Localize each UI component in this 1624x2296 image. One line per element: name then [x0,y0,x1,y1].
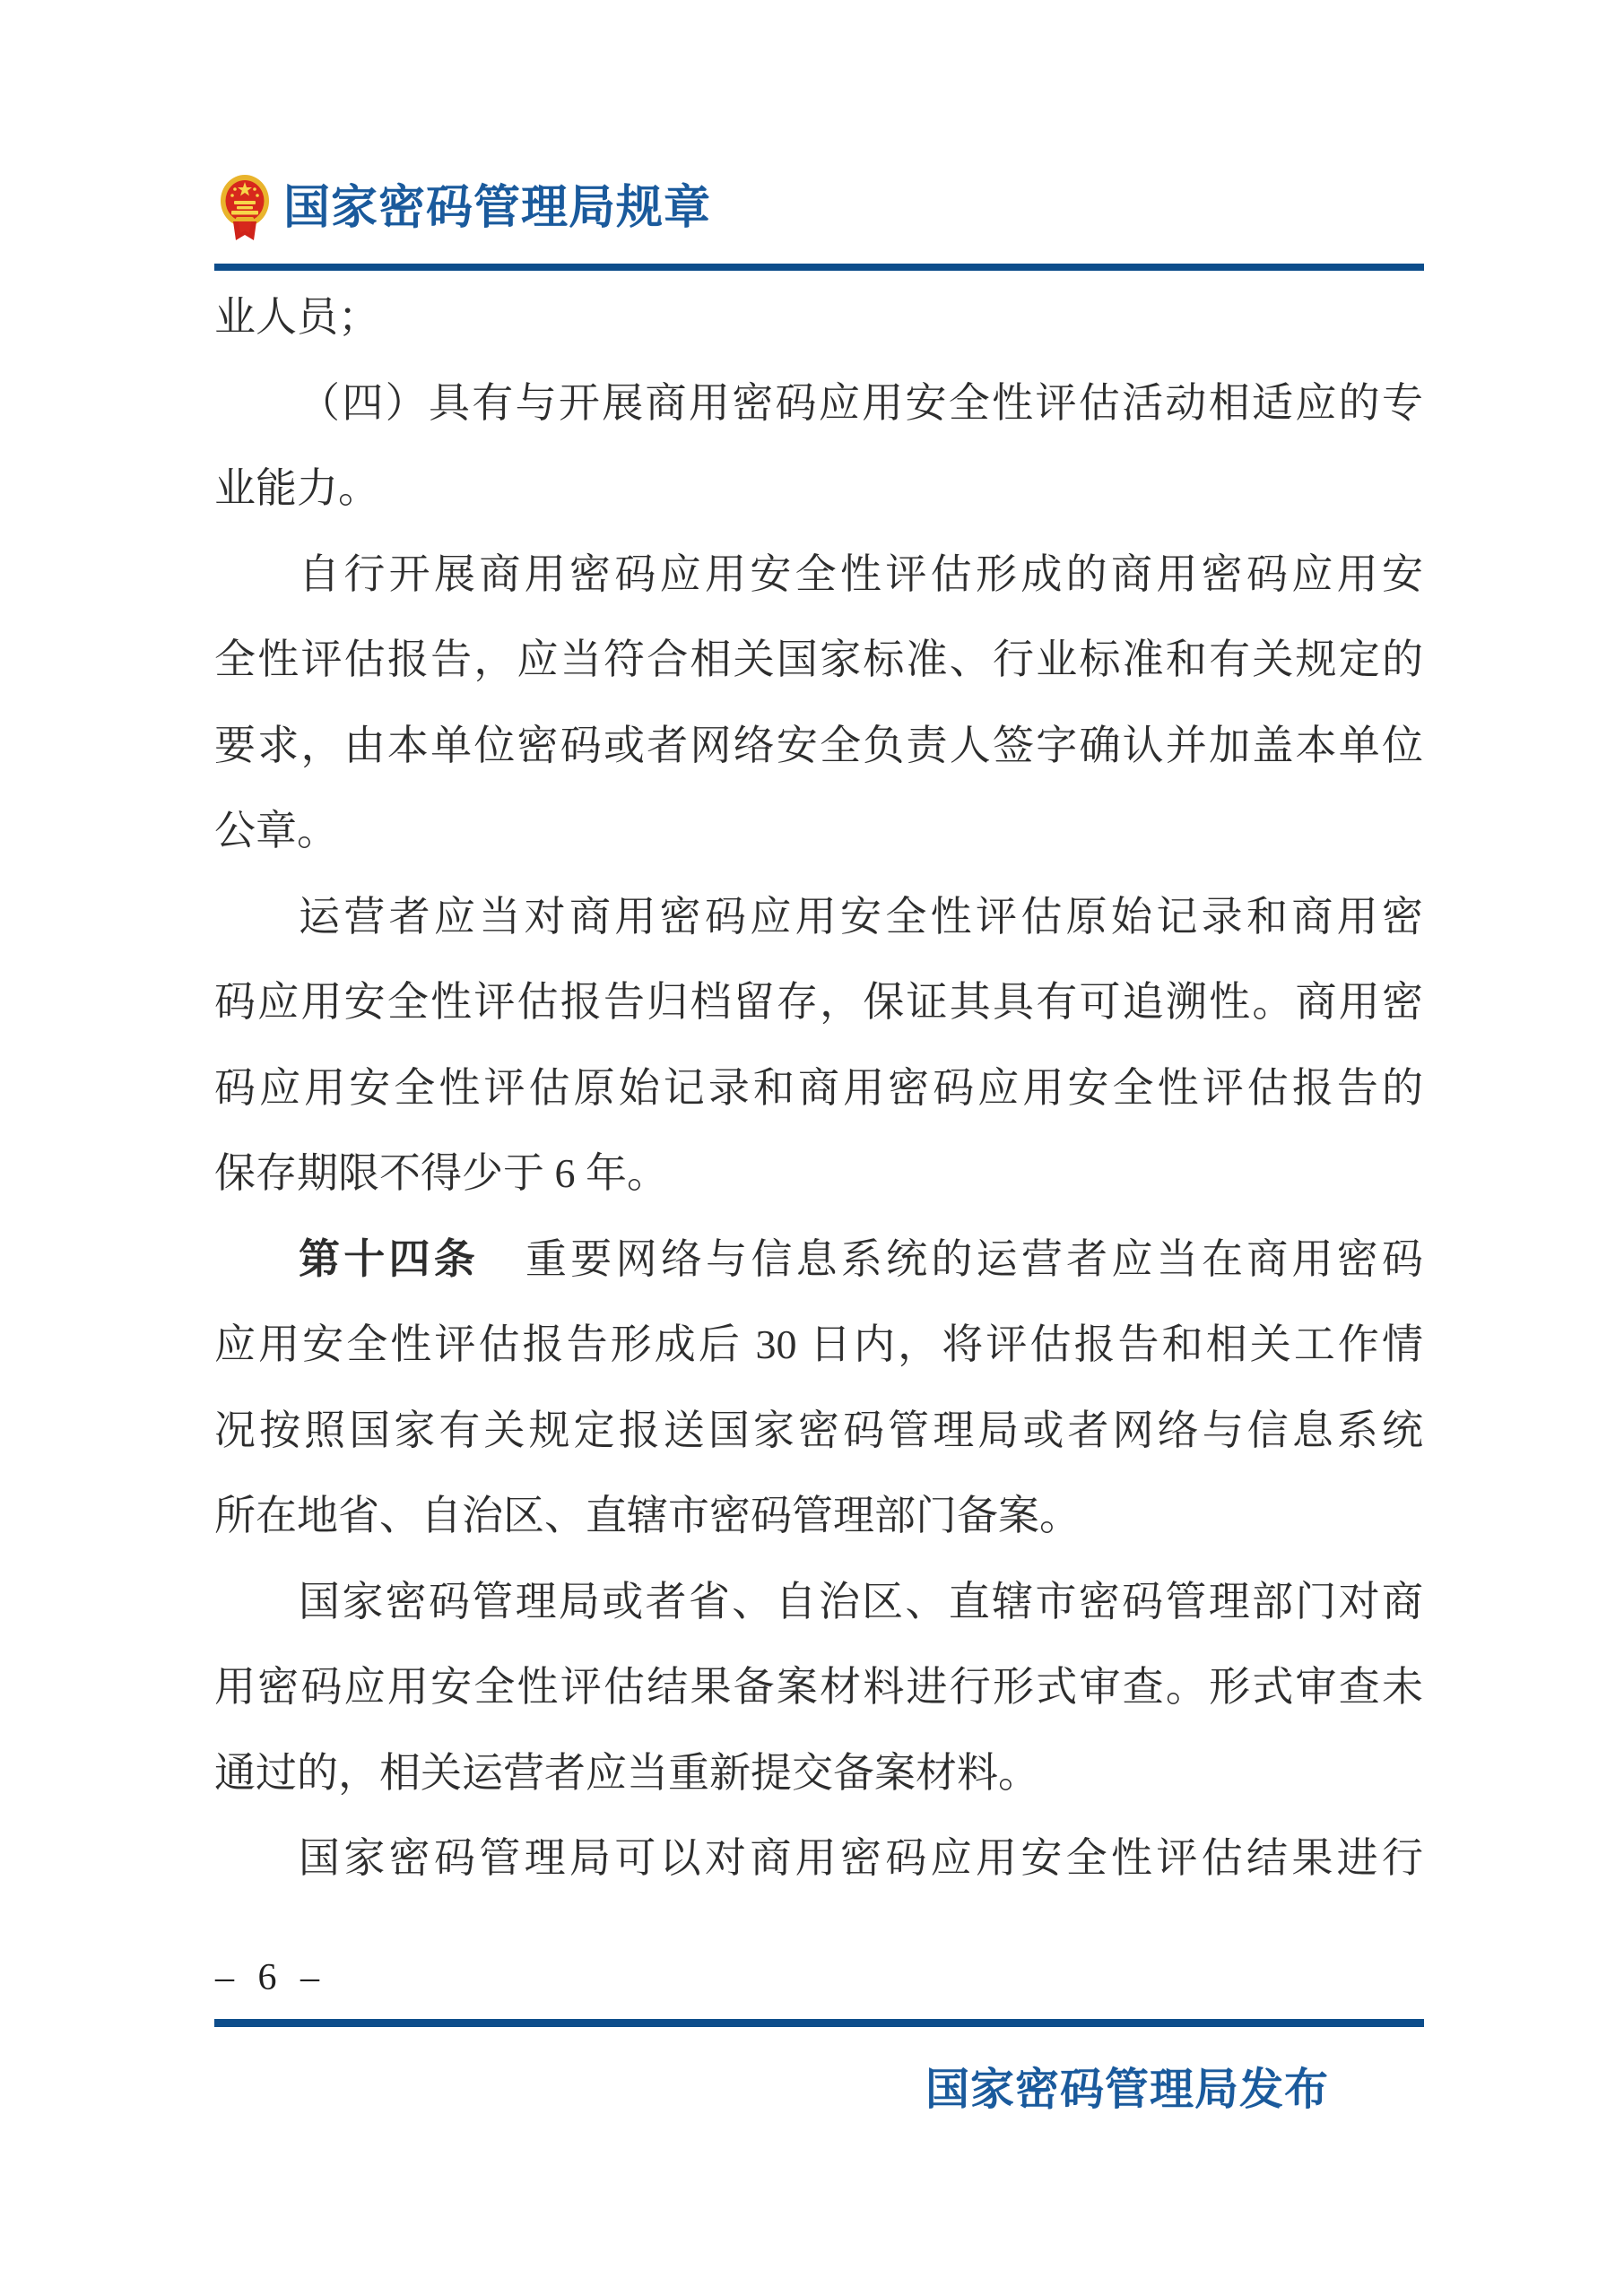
text-line-content: 国家密码管理局或者省、自治区、直辖市密码管理部门对商 [299,1578,1423,1625]
text-line [214,1730,1423,1816]
article-number-label: 第十四条 [299,1235,480,1282]
text-line [214,1217,1423,1303]
footer-rule [214,2019,1424,2027]
text-line-content: 况按照国家有关规定报送国家密码管理局或者网络与信息系统 [214,1407,1423,1453]
page-title: 国家密码管理局规章 [283,183,712,234]
text-line [214,1388,1423,1474]
text-line-content: 要求，由本单位密码或者网络安全负责人签字确认并加盖本单位 [214,722,1423,768]
text-line-content: 码应用安全性评估报告归档留存，保证其具有可追溯性。商用密 [214,979,1423,1025]
publisher-label: 国家密码管理局发布 [925,2065,1329,2114]
text-line [214,446,1423,532]
text-line [214,274,1423,360]
document-body [214,274,1423,1902]
text-line-content: 码应用安全性评估原始记录和商用密码应用安全性评估报告的 [214,1064,1423,1111]
text-line-content: 用密码应用安全性评估结果备案材料进行形式审查。形式审查未 [214,1664,1423,1710]
text-line-content: 保存期限不得少于 6 年。 [214,1150,668,1196]
text-line-content: 重要网络与信息系统的运营者应当在商用密码 [525,1235,1424,1282]
text-line [214,532,1423,618]
text-line [214,1815,1423,1902]
text-line-content: 业能力。 [214,465,379,511]
text-line-content: 业人员； [214,294,379,340]
text-line [214,1302,1423,1388]
text-line [214,617,1423,703]
text-line [214,1559,1423,1645]
text-line [214,703,1423,789]
text-line [214,1473,1423,1559]
text-line-content: 国家密码管理局可以对商用密码应用安全性评估结果进行 [299,1835,1423,1881]
text-line [214,360,1423,446]
page-number: – 6 – [215,1957,326,1998]
text-line [214,1644,1423,1730]
text-line [214,959,1423,1045]
text-line-content: 通过的，相关运营者应当重新提交备案材料。 [214,1749,1039,1796]
header-rule [214,264,1424,271]
china-national-emblem-icon [219,174,271,246]
text-line [214,788,1423,874]
text-line-content: 全性评估报告，应当符合相关国家标准、行业标准和有关规定的 [214,637,1423,682]
text-line [214,1045,1423,1131]
text-line-content: 自行开展商用密码应用安全性评估形成的商用密码应用安 [299,550,1423,597]
text-line [214,1131,1423,1217]
text-line [214,874,1423,960]
text-line-content: 所在地省、自治区、直辖市密码管理部门备案。 [214,1493,1081,1538]
text-line-content: 应用安全性评估报告形成后 30 日内，将评估报告和相关工作情 [214,1321,1423,1367]
text-line-content: （四）具有与开展商用密码应用安全性评估活动相适应的专 [299,379,1423,426]
text-line-content: 运营者应当对商用密码应用安全性评估原始记录和商用密 [299,893,1423,940]
text-line-content: 公章。 [214,808,338,853]
